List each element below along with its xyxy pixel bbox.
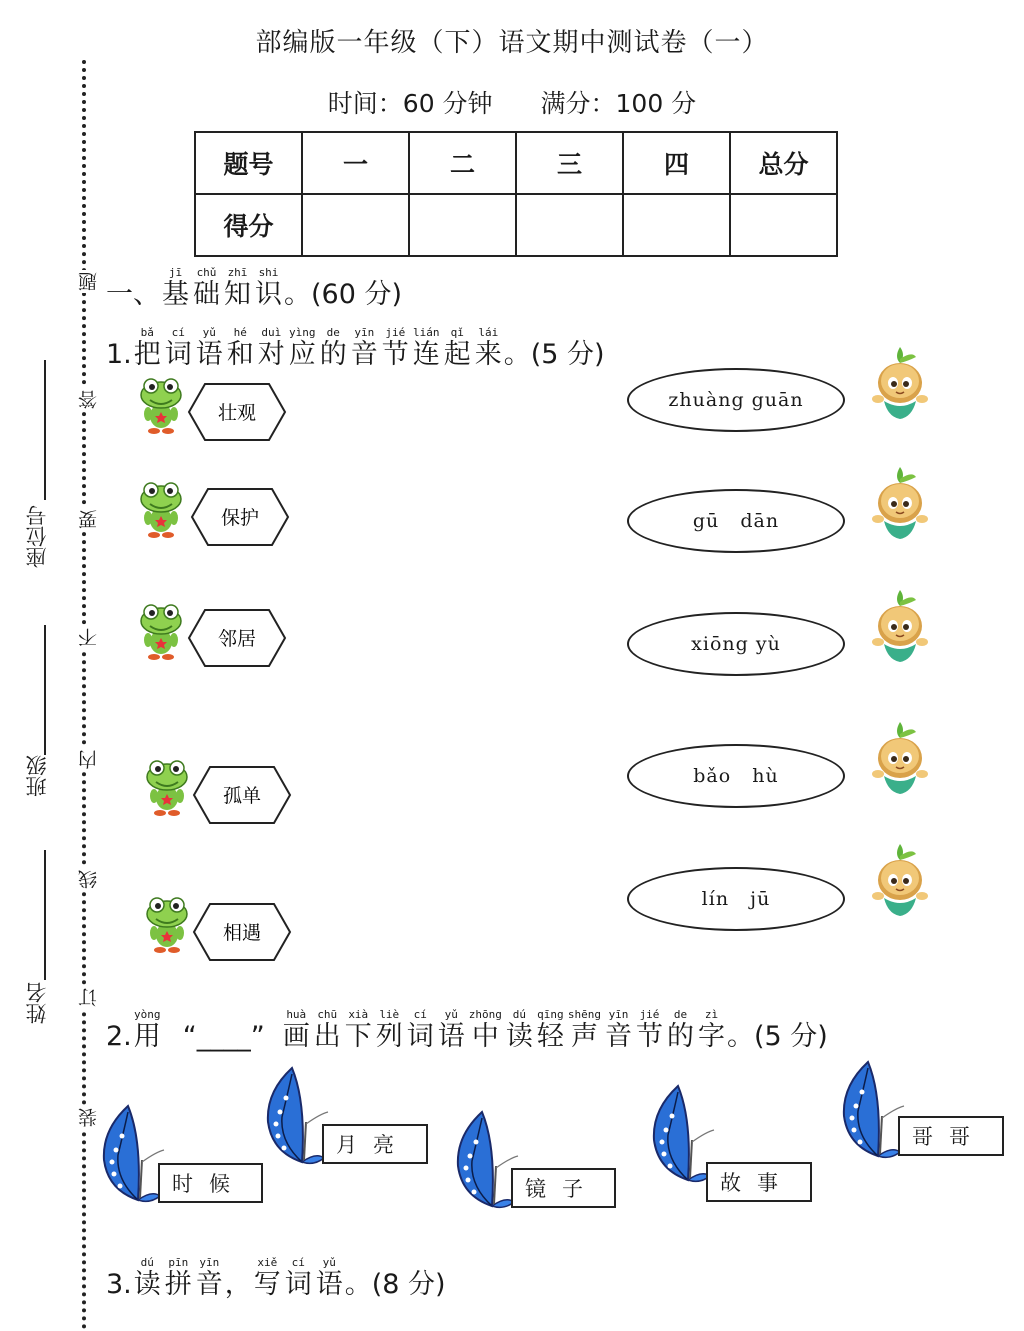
seat-number-blank[interactable] bbox=[44, 360, 46, 500]
word-hexagon[interactable] bbox=[187, 608, 287, 668]
hexagon-word: 壮观 bbox=[217, 402, 257, 424]
pinyin-oval[interactable]: zhuàng guān bbox=[627, 368, 845, 432]
pinyin: yīn bbox=[608, 1008, 629, 1021]
q2-number: 2. bbox=[106, 1021, 132, 1052]
onion-mascot-icon bbox=[870, 840, 930, 920]
ruby-char bbox=[134, 1008, 161, 1053]
score-entry-cell[interactable] bbox=[302, 194, 409, 256]
hanzi: 音 bbox=[195, 1269, 223, 1300]
hanzi: 音 bbox=[605, 1021, 632, 1052]
hanzi: 用 bbox=[133, 1021, 161, 1052]
ruby-char bbox=[320, 326, 347, 371]
score-entry-cell[interactable] bbox=[409, 194, 516, 256]
score-table-header-row bbox=[195, 132, 837, 194]
ruby-char bbox=[224, 266, 251, 311]
pinyin: xià bbox=[348, 1008, 369, 1021]
binding-word: 题 bbox=[75, 270, 102, 293]
onion-mascot-icon bbox=[870, 343, 930, 423]
ruby-char bbox=[258, 326, 285, 371]
q2-word-box[interactable]: 月亮 bbox=[322, 1124, 428, 1164]
q2-word-box[interactable]: 镜子 bbox=[511, 1168, 616, 1208]
score-table-cell: 四 bbox=[623, 132, 730, 194]
hanzi: 知 bbox=[224, 279, 251, 310]
score-table-score-row bbox=[195, 194, 837, 256]
hexagon-word: 孤单 bbox=[222, 785, 262, 807]
ruby-char bbox=[698, 1008, 725, 1053]
pinyin-oval[interactable]: gū dān bbox=[627, 489, 845, 553]
ruby-char bbox=[438, 1008, 465, 1053]
hanzi: 列 bbox=[375, 1021, 403, 1052]
hanzi: 连 bbox=[412, 339, 440, 370]
ruby-char bbox=[283, 1008, 310, 1053]
onion-mascot-icon bbox=[870, 718, 930, 798]
score-table-cell: 总分 bbox=[730, 132, 837, 194]
frog-icon bbox=[136, 376, 186, 436]
page-title: 部编版一年级（下）语文期中测试卷（一） bbox=[255, 28, 769, 58]
ruby-char bbox=[193, 266, 220, 311]
q2-ruby-text bbox=[281, 1008, 727, 1053]
pinyin: shi bbox=[258, 266, 279, 279]
score-entry-cell[interactable] bbox=[516, 194, 623, 256]
pinyin: chū bbox=[317, 1008, 338, 1021]
hanzi: 对 bbox=[257, 339, 285, 370]
ruby-char bbox=[314, 1008, 341, 1053]
hanzi: 础 bbox=[193, 279, 220, 310]
section1-prefix: 一、 bbox=[106, 279, 160, 310]
pinyin: xiě bbox=[257, 1256, 278, 1269]
pinyin: duì bbox=[261, 326, 282, 339]
hanzi: 语 bbox=[315, 1269, 343, 1300]
score-table-cell: 得分 bbox=[195, 194, 302, 256]
pinyin-oval[interactable]: bǎo hù bbox=[627, 744, 845, 808]
pinyin: qǐ bbox=[450, 326, 464, 339]
q1-number: 1. bbox=[106, 339, 132, 370]
exam-info bbox=[0, 84, 1024, 120]
ruby-char bbox=[605, 1008, 632, 1053]
q2-heading bbox=[106, 1008, 828, 1053]
ruby-char bbox=[382, 326, 409, 371]
q3-suffix: 。(8 分) bbox=[344, 1269, 446, 1300]
hanzi: 语 bbox=[195, 339, 223, 370]
pinyin: hé bbox=[233, 326, 247, 339]
hanzi: 字 bbox=[698, 1021, 725, 1052]
pinyin: yǔ bbox=[444, 1008, 458, 1021]
hanzi: 节 bbox=[636, 1021, 663, 1052]
hanzi: 的 bbox=[667, 1021, 694, 1052]
word-hexagon[interactable] bbox=[187, 382, 287, 442]
class-label: 班级 bbox=[25, 755, 49, 797]
q3-number: 3. bbox=[106, 1269, 132, 1300]
hanzi: 起 bbox=[443, 339, 471, 370]
onion-mascot-icon bbox=[870, 463, 930, 543]
ruby-char bbox=[254, 1256, 281, 1301]
hanzi: 轻 bbox=[536, 1021, 564, 1052]
pinyin: yīn bbox=[354, 326, 375, 339]
binding-word: 不 bbox=[75, 626, 102, 649]
score-entry-cell[interactable] bbox=[730, 194, 837, 256]
pinyin: bǎ bbox=[140, 326, 154, 339]
name-blank[interactable] bbox=[44, 850, 46, 980]
ruby-char bbox=[636, 1008, 663, 1053]
pinyin: jī bbox=[168, 266, 183, 279]
q3-ruby-text-2 bbox=[252, 1256, 345, 1301]
hanzi: 词 bbox=[164, 339, 192, 370]
hanzi: 读 bbox=[133, 1269, 161, 1300]
frog-icon bbox=[142, 758, 192, 818]
hanzi: 声 bbox=[570, 1021, 598, 1052]
pinyin: pīn bbox=[168, 1256, 189, 1269]
pinyin: dú bbox=[512, 1008, 526, 1021]
name-label: 姓名 bbox=[25, 982, 49, 1024]
pinyin: shēng bbox=[567, 1008, 601, 1021]
pinyin: lián bbox=[413, 326, 440, 339]
hexagon-word: 保护 bbox=[220, 507, 260, 529]
onion-mascot-icon bbox=[870, 586, 930, 666]
exam-time: 时间：60 分钟 bbox=[327, 89, 493, 118]
hanzi: 词 bbox=[406, 1021, 434, 1052]
q2-word-box[interactable]: 故事 bbox=[706, 1162, 812, 1202]
pinyin: huà bbox=[286, 1008, 307, 1021]
hanzi: 拼 bbox=[164, 1269, 192, 1300]
q3-heading bbox=[106, 1256, 446, 1301]
hanzi: 出 bbox=[313, 1021, 341, 1052]
pinyin: yǔ bbox=[202, 326, 216, 339]
ruby-char bbox=[345, 1008, 372, 1053]
ruby-char bbox=[285, 1256, 312, 1301]
ruby-char bbox=[289, 326, 316, 371]
section1-ruby-text bbox=[160, 266, 284, 311]
pinyin: de bbox=[326, 326, 340, 339]
pinyin: cí bbox=[171, 326, 185, 339]
frog-icon bbox=[136, 480, 186, 540]
hanzi: 词 bbox=[284, 1269, 312, 1300]
pinyin: jié bbox=[639, 1008, 660, 1021]
ruby-char bbox=[475, 326, 502, 371]
ruby-char bbox=[506, 1008, 533, 1053]
q1-word-item[interactable] bbox=[190, 487, 290, 551]
ruby-char bbox=[134, 1256, 161, 1301]
ruby-char bbox=[376, 1008, 403, 1053]
pinyin: yīn bbox=[199, 1256, 220, 1269]
ruby-char bbox=[469, 1008, 502, 1053]
ruby-char bbox=[537, 1008, 564, 1053]
q1-word-item[interactable] bbox=[192, 902, 292, 966]
hanzi: 写 bbox=[253, 1269, 281, 1300]
pinyin: zhī bbox=[227, 266, 248, 279]
score-table-cell: 三 bbox=[516, 132, 623, 194]
pinyin: cí bbox=[413, 1008, 427, 1021]
ruby-char bbox=[165, 326, 192, 371]
binding-dotted-line bbox=[82, 60, 86, 1330]
hexagon-word: 邻居 bbox=[217, 628, 257, 650]
pinyin: cí bbox=[291, 1256, 305, 1269]
hanzi: 应 bbox=[288, 339, 316, 370]
ruby-char bbox=[255, 266, 282, 311]
q1-word-item[interactable] bbox=[187, 382, 287, 446]
ruby-char bbox=[316, 1256, 343, 1301]
word-hexagon[interactable] bbox=[190, 487, 290, 547]
q2-ruby-first bbox=[132, 1008, 163, 1053]
hanzi: 读 bbox=[505, 1021, 533, 1052]
binding-word: 答 bbox=[75, 388, 102, 411]
frog-icon bbox=[136, 602, 186, 662]
section1-suffix: 。(60 分) bbox=[284, 279, 403, 310]
score-table-cell: 题号 bbox=[195, 132, 302, 194]
hanzi: 识 bbox=[255, 279, 282, 310]
pinyin: zhōng bbox=[468, 1008, 502, 1021]
ruby-char bbox=[667, 1008, 694, 1053]
pinyin-oval[interactable]: xiōng yù bbox=[627, 612, 845, 676]
class-blank[interactable] bbox=[44, 625, 46, 755]
score-table-cell: 二 bbox=[409, 132, 516, 194]
binding-word: 线 bbox=[75, 868, 102, 891]
exam-full-score: 满分：100 分 bbox=[540, 89, 697, 118]
score-table bbox=[194, 131, 838, 257]
ruby-char bbox=[351, 326, 378, 371]
hanzi: 中 bbox=[471, 1021, 499, 1052]
section1-heading bbox=[106, 266, 402, 311]
q2-word-box[interactable]: 哥哥 bbox=[898, 1116, 1004, 1156]
ruby-char bbox=[568, 1008, 601, 1053]
word-hexagon[interactable] bbox=[192, 765, 292, 825]
ruby-char bbox=[444, 326, 471, 371]
pinyin: yìng bbox=[289, 326, 316, 339]
ruby-char bbox=[227, 326, 254, 371]
hanzi: 语 bbox=[437, 1021, 465, 1052]
q1-word-item[interactable] bbox=[192, 765, 292, 829]
seat-number-label: 座位号 bbox=[25, 505, 49, 568]
hanzi: 和 bbox=[226, 339, 254, 370]
q2-underline-mark: “____” bbox=[182, 1021, 265, 1052]
ruby-char bbox=[162, 266, 189, 311]
pinyin: qīng bbox=[537, 1008, 564, 1021]
pinyin: de bbox=[673, 1008, 688, 1021]
pinyin: zì bbox=[704, 1008, 719, 1021]
pinyin: jié bbox=[385, 326, 406, 339]
hanzi: 节 bbox=[381, 339, 409, 370]
word-hexagon[interactable] bbox=[192, 902, 292, 962]
hanzi: 的 bbox=[319, 339, 347, 370]
pinyin: yòng bbox=[134, 1008, 161, 1021]
ruby-char bbox=[134, 326, 161, 371]
q2-word-box[interactable]: 时候 bbox=[158, 1163, 263, 1203]
binding-word: 要 bbox=[75, 508, 102, 531]
score-table-cell: 一 bbox=[302, 132, 409, 194]
hanzi: 来 bbox=[474, 339, 502, 370]
ruby-char bbox=[196, 326, 223, 371]
hanzi: 画 bbox=[282, 1021, 310, 1052]
pinyin: liè bbox=[379, 1008, 400, 1021]
hanzi: 把 bbox=[133, 339, 161, 370]
pinyin: yǔ bbox=[322, 1256, 336, 1269]
q3-mid: ， bbox=[224, 1269, 252, 1300]
binding-word: 内 bbox=[75, 748, 102, 771]
pinyin: chǔ bbox=[196, 266, 217, 279]
pinyin: lái bbox=[478, 326, 499, 339]
pinyin: dú bbox=[140, 1256, 154, 1269]
pinyin-oval[interactable]: lín jū bbox=[627, 867, 845, 931]
hexagon-word: 相遇 bbox=[222, 922, 262, 944]
ruby-char bbox=[165, 1256, 192, 1301]
q2-suffix: 。(5 分) bbox=[727, 1021, 828, 1052]
q1-suffix: 。(5 分) bbox=[503, 339, 605, 370]
hanzi: 下 bbox=[344, 1021, 372, 1052]
q1-ruby-text bbox=[132, 326, 504, 371]
q3-ruby-text bbox=[132, 1256, 225, 1301]
hanzi: 音 bbox=[350, 339, 378, 370]
ruby-char bbox=[413, 326, 440, 371]
ruby-char bbox=[407, 1008, 434, 1053]
frog-icon bbox=[142, 895, 192, 955]
ruby-char bbox=[196, 1256, 223, 1301]
q1-heading bbox=[106, 326, 605, 371]
binding-word: 装 bbox=[75, 1106, 102, 1129]
binding-word: 订 bbox=[75, 986, 102, 1009]
q1-word-item[interactable] bbox=[187, 608, 287, 672]
hanzi: 基 bbox=[162, 279, 189, 310]
score-entry-cell[interactable] bbox=[623, 194, 730, 256]
